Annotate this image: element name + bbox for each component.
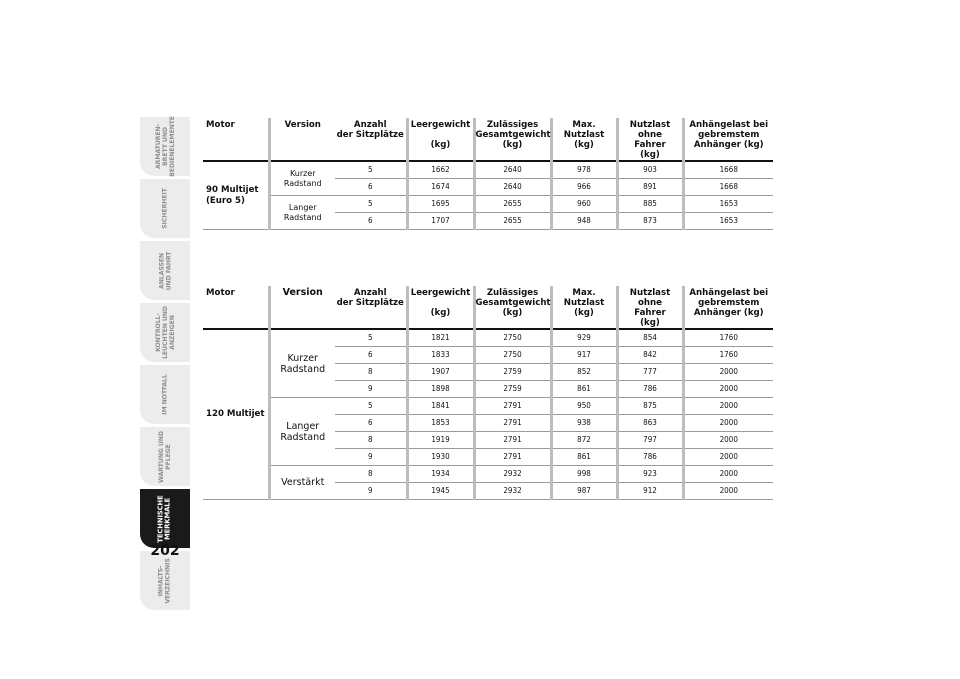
data-cell: 861	[551, 449, 617, 466]
version-cell: Langer Radstand	[269, 398, 335, 466]
data-cell: 2750	[474, 347, 551, 364]
data-cell: 9	[335, 449, 407, 466]
header-payload-no-driver: Nutzlast ohne Fahrer (kg)	[617, 286, 683, 329]
data-cell: 2000	[683, 398, 773, 415]
data-cell: 948	[551, 213, 617, 230]
data-cell: 8	[335, 432, 407, 449]
data-cell: 1695	[407, 196, 474, 213]
version-cell: Kurzer Radstand	[269, 329, 335, 398]
data-cell: 923	[617, 466, 683, 483]
motor-cell: 90 Multijet (Euro 5)	[203, 161, 269, 230]
data-cell: 875	[617, 398, 683, 415]
data-cell: 6	[335, 347, 407, 364]
data-cell: 960	[551, 196, 617, 213]
data-cell: 929	[551, 329, 617, 347]
table-header-row	[203, 286, 773, 329]
data-cell: 2000	[683, 381, 773, 398]
data-cell: 873	[617, 213, 683, 230]
data-cell: 842	[617, 347, 683, 364]
data-cell: 2000	[683, 432, 773, 449]
header-trailer-braked: Anhängelast bei gebremstem Anhänger (kg)	[683, 286, 773, 329]
chapter-tab-label: WARTUNG UND PFLEGE	[158, 430, 172, 483]
data-cell: 1907	[407, 364, 474, 381]
data-cell: 2000	[683, 483, 773, 500]
data-cell: 9	[335, 483, 407, 500]
data-cell: 1898	[407, 381, 474, 398]
data-cell: 1833	[407, 347, 474, 364]
data-cell: 2640	[474, 179, 551, 196]
chapter-tab-label: SICHERHEIT	[161, 188, 169, 229]
header-trailer-braked: Anhängelast bei gebremstem Anhänger (kg)	[683, 118, 773, 161]
data-cell: 950	[551, 398, 617, 415]
data-cell: 1760	[683, 329, 773, 347]
header-version: Version	[269, 286, 335, 329]
motor-cell: 120 Multijet	[203, 329, 269, 500]
data-cell: 872	[551, 432, 617, 449]
data-cell: 2791	[474, 398, 551, 415]
header-motor: Motor	[206, 288, 235, 298]
data-cell: 6	[335, 213, 407, 230]
data-cell: 987	[551, 483, 617, 500]
data-cell: 2750	[474, 329, 551, 347]
data-cell: 1668	[683, 161, 773, 179]
data-cell: 938	[551, 415, 617, 432]
chapter-tab-label: INHALTS- VERZEICHNIS	[157, 557, 172, 604]
header-max-payload: Max. Nutzlast (kg)	[551, 118, 617, 161]
data-cell: 797	[617, 432, 683, 449]
page-number: 202	[150, 543, 180, 559]
chapter-tab-label: ARMATUREN- BRETT UND BEDIENELEMENTE	[154, 116, 176, 177]
data-cell: 978	[551, 161, 617, 179]
chapter-tab-1[interactable]	[140, 179, 190, 238]
data-cell: 2791	[474, 432, 551, 449]
header-payload-no-driver: Nutzlast ohne Fahrer (kg)	[617, 118, 683, 161]
header-seats: Anzahl der Sitzplätze	[336, 288, 404, 308]
data-cell: 2932	[474, 466, 551, 483]
header-empty-weight: Leergewicht (kg)	[407, 118, 474, 161]
data-cell: 786	[617, 449, 683, 466]
header-motor: Motor	[206, 120, 235, 130]
data-cell: 1674	[407, 179, 474, 196]
data-cell: 852	[551, 364, 617, 381]
chapter-tab-6[interactable]	[140, 489, 190, 548]
data-cell: 2000	[683, 415, 773, 432]
data-cell: 1919	[407, 432, 474, 449]
header-version: Version	[269, 118, 335, 161]
data-cell: 903	[617, 161, 683, 179]
data-cell: 2655	[474, 213, 551, 230]
data-cell: 912	[617, 483, 683, 500]
data-cell: 1653	[683, 213, 773, 230]
data-cell: 1653	[683, 196, 773, 213]
data-cell: 891	[617, 179, 683, 196]
data-cell: 861	[551, 381, 617, 398]
table-header-row	[203, 118, 773, 161]
data-cell: 2791	[474, 449, 551, 466]
data-cell: 863	[617, 415, 683, 432]
data-cell: 6	[335, 179, 407, 196]
data-cell: 1821	[407, 329, 474, 347]
data-cell: 2000	[683, 449, 773, 466]
chapter-tab-label: IM NOTFALL	[161, 374, 169, 415]
data-cell: 1760	[683, 347, 773, 364]
chapter-tab-label: ANLASSEN UND FAHRT	[157, 251, 172, 290]
data-cell: 5	[335, 398, 407, 415]
version-cell: Kurzer Radstand	[269, 161, 335, 196]
header-gross-weight: Zulässiges Gesamtgewicht (kg)	[474, 118, 551, 161]
chapter-tab-label: TECHNISCHE MERKMALE	[156, 494, 172, 543]
data-cell: 2655	[474, 196, 551, 213]
data-cell: 1841	[407, 398, 474, 415]
chapter-tab-2[interactable]	[140, 241, 190, 300]
version-cell: Langer Radstand	[269, 196, 335, 230]
chapter-tab-0[interactable]	[140, 117, 190, 176]
data-cell: 1853	[407, 415, 474, 432]
data-cell: 2759	[474, 381, 551, 398]
table-row	[203, 466, 773, 483]
data-cell: 1662	[407, 161, 474, 179]
table-row	[203, 196, 773, 213]
weights-table-120-multijet	[203, 286, 773, 500]
data-cell: 2640	[474, 161, 551, 179]
version-cell: Verstärkt	[269, 466, 335, 500]
header-seats: Anzahl der Sitzplätze	[336, 120, 404, 140]
data-cell: 917	[551, 347, 617, 364]
chapter-tab-4[interactable]	[140, 365, 190, 424]
data-cell: 786	[617, 381, 683, 398]
data-cell: 2000	[683, 364, 773, 381]
data-cell: 5	[335, 196, 407, 213]
chapter-tabs	[140, 117, 190, 613]
header-max-payload: Max. Nutzlast (kg)	[551, 286, 617, 329]
data-cell: 885	[617, 196, 683, 213]
data-cell: 854	[617, 329, 683, 347]
data-cell: 1930	[407, 449, 474, 466]
data-cell: 966	[551, 179, 617, 196]
chapter-tab-7[interactable]	[140, 551, 190, 610]
data-cell: 8	[335, 466, 407, 483]
data-cell: 9	[335, 381, 407, 398]
data-cell: 2791	[474, 415, 551, 432]
chapter-tab-label: KONTROLL- LEUCHTEN UND ANZEIGEN	[154, 306, 176, 359]
data-cell: 1668	[683, 179, 773, 196]
table-row	[203, 329, 773, 347]
data-cell: 777	[617, 364, 683, 381]
data-cell: 5	[335, 329, 407, 347]
data-cell: 6	[335, 415, 407, 432]
chapter-tab-5[interactable]	[140, 427, 190, 486]
table-row	[203, 398, 773, 415]
header-empty-weight: Leergewicht (kg)	[407, 286, 474, 329]
data-cell: 1945	[407, 483, 474, 500]
chapter-tab-3[interactable]	[140, 303, 190, 362]
data-cell: 1934	[407, 466, 474, 483]
data-cell: 8	[335, 364, 407, 381]
data-cell: 1707	[407, 213, 474, 230]
header-gross-weight: Zulässiges Gesamtgewicht (kg)	[474, 286, 551, 329]
data-cell: 2000	[683, 466, 773, 483]
weights-table-90-multijet	[203, 118, 773, 230]
data-cell: 998	[551, 466, 617, 483]
data-cell: 5	[335, 161, 407, 179]
data-cell: 2759	[474, 364, 551, 381]
table-row	[203, 161, 773, 179]
data-cell: 2932	[474, 483, 551, 500]
